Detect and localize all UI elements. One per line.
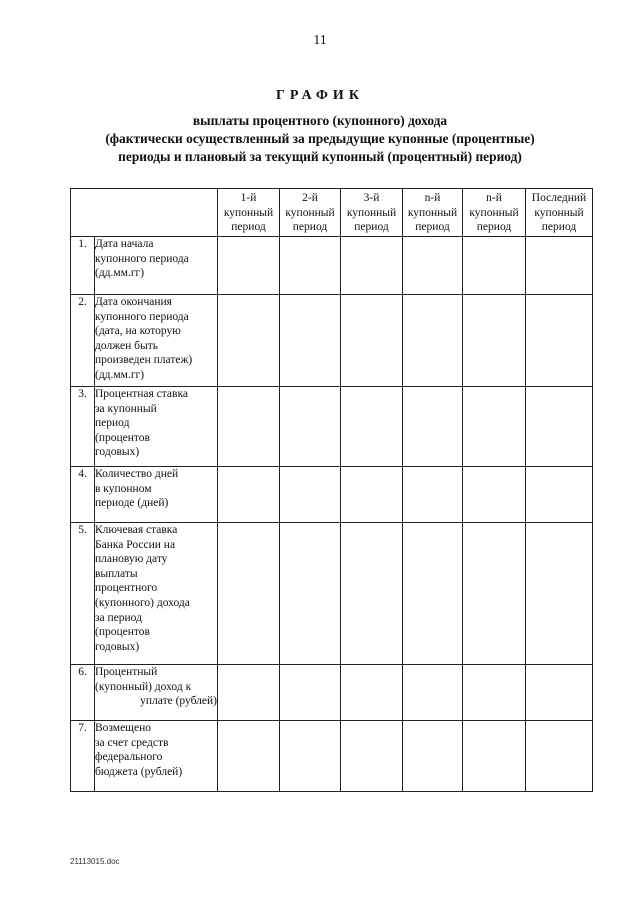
row-label-line: Процентный — [95, 666, 158, 678]
value-cell — [280, 467, 341, 523]
column-header-line: n-й — [424, 192, 441, 204]
coupon-schedule-table — [70, 188, 593, 792]
row-label-line: Банка России на — [95, 538, 176, 551]
value-cell — [463, 665, 526, 721]
subtitle-line: выплаты процентного (купонного) дохода — [192, 113, 448, 128]
row-label-line: годовых) — [95, 446, 140, 459]
column-header-2 — [280, 189, 341, 237]
row-label-line: Процентная ставка — [95, 388, 188, 400]
value-cell — [403, 467, 463, 523]
row-label-line: выплаты — [95, 567, 138, 580]
row-label-line: уплате (рублей) — [140, 695, 217, 708]
column-header-4 — [403, 189, 463, 237]
row-label-line: должен быть — [95, 339, 158, 352]
row-number: 5. — [71, 523, 95, 665]
table-row — [71, 237, 593, 295]
table-row — [71, 523, 593, 665]
value-cell — [280, 237, 341, 295]
row-label-line: (дата, на которую — [95, 325, 181, 338]
row-label-line: произведен платеж) — [95, 354, 193, 367]
value-cell — [218, 237, 280, 295]
row-label-line: купонного периода — [95, 310, 189, 323]
value-cell — [526, 665, 593, 721]
row-label-line: Дата начала — [95, 238, 154, 250]
row-label-line: за купонный — [95, 402, 157, 415]
row-label-line: бюджета (рублей) — [95, 765, 183, 778]
value-cell — [463, 295, 526, 387]
column-header-1 — [218, 189, 280, 237]
row-label-line: период — [95, 417, 130, 430]
value-cell — [403, 295, 463, 387]
value-cell — [526, 387, 593, 467]
value-cell — [218, 467, 280, 523]
value-cell — [526, 721, 593, 792]
column-header-line: 3-й — [363, 192, 380, 204]
subtitle-line: (фактически осуществленный за предыдущие купонные (процентные) — [105, 131, 535, 146]
value-cell — [218, 387, 280, 467]
column-header-line: Последний — [531, 192, 587, 204]
row-label-line: плановую дату — [95, 553, 168, 566]
row-number: 6. — [71, 665, 95, 721]
table-row — [71, 295, 593, 387]
row-number: 1. — [71, 237, 95, 295]
column-header-line: купонный — [534, 206, 584, 219]
row-number: 2. — [71, 295, 95, 387]
table-row — [71, 721, 593, 792]
row-label-line: за период — [95, 611, 142, 624]
value-cell — [280, 665, 341, 721]
row-label — [95, 721, 218, 792]
column-header-line: период — [415, 221, 450, 234]
row-label-line: (процентов — [95, 431, 150, 444]
column-header-line: 2-й — [302, 192, 318, 204]
column-header-line: период — [354, 221, 389, 234]
value-cell — [526, 523, 593, 665]
value-cell — [526, 295, 593, 387]
value-cell — [280, 721, 341, 792]
row-label-line: годовых) — [95, 640, 140, 653]
column-header-line: n-й — [486, 192, 502, 204]
subtitle-line: периоды и плановый за текущий купонный (процентный) период) — [118, 149, 522, 164]
row-label-line: процентного — [95, 582, 158, 595]
value-cell — [218, 721, 280, 792]
row-label-line: Ключевая ставка — [95, 524, 178, 536]
value-cell — [463, 721, 526, 792]
row-label-line: периоде (дней) — [95, 497, 169, 510]
row-label-line: (дд.мм.гг) — [95, 267, 145, 280]
row-number: 4. — [71, 467, 95, 523]
column-header-3 — [341, 189, 403, 237]
row-label-line: Дата окончания — [95, 296, 172, 308]
column-header-line: купонный — [285, 206, 335, 219]
column-header-line: купонный — [223, 206, 274, 219]
row-label-line: Возмещено — [95, 722, 152, 734]
table-row — [71, 467, 593, 523]
value-cell — [341, 387, 403, 467]
value-cell — [403, 237, 463, 295]
value-cell — [280, 295, 341, 387]
header-row — [71, 189, 593, 237]
column-header-line: купонный — [469, 206, 519, 219]
value-cell — [463, 523, 526, 665]
row-label — [95, 523, 218, 665]
row-label — [95, 387, 218, 467]
column-header-line: купонный — [346, 206, 397, 219]
value-cell — [526, 467, 593, 523]
value-cell — [463, 467, 526, 523]
value-cell — [463, 387, 526, 467]
row-label-line: купонного периода — [95, 252, 189, 265]
value-cell — [218, 523, 280, 665]
value-cell — [218, 295, 280, 387]
row-label-line: в купонном — [95, 482, 152, 495]
column-header-6 — [526, 189, 593, 237]
value-cell — [341, 467, 403, 523]
column-header-line: период — [476, 221, 512, 234]
document-title: ГРАФИК — [276, 88, 364, 103]
document-subtitle — [20, 112, 620, 166]
value-cell — [280, 523, 341, 665]
column-header-5 — [463, 189, 526, 237]
row-label-line: федерального — [95, 751, 163, 764]
row-label-line: (купонный) доход к — [95, 680, 192, 693]
header-empty-cell — [71, 189, 218, 237]
value-cell — [341, 523, 403, 665]
row-label-line: за счет средств — [95, 736, 169, 749]
table-row — [71, 665, 593, 721]
row-label-line: (купонного) дохода — [95, 596, 190, 609]
value-cell — [403, 665, 463, 721]
column-header-line: период — [231, 221, 266, 234]
row-label-line: (процентов — [95, 626, 150, 639]
value-cell — [341, 237, 403, 295]
row-label-line: Количество дней — [95, 468, 179, 480]
row-label — [95, 467, 218, 523]
value-cell — [341, 721, 403, 792]
table-row — [71, 387, 593, 467]
column-header-line: купонный — [407, 206, 458, 219]
footer-filename: 21113015.doc — [70, 857, 120, 866]
page-number: 11 — [313, 33, 327, 48]
value-cell — [341, 665, 403, 721]
value-cell — [341, 295, 403, 387]
value-cell — [463, 237, 526, 295]
column-header-line: 1-й — [240, 192, 257, 204]
value-cell — [403, 721, 463, 792]
column-header-line: период — [292, 221, 328, 234]
value-cell — [403, 523, 463, 665]
row-label — [95, 237, 218, 295]
value-cell — [526, 237, 593, 295]
value-cell — [403, 387, 463, 467]
row-label — [95, 665, 218, 721]
row-label-line: (дд.мм.гг) — [95, 368, 145, 381]
value-cell — [280, 387, 341, 467]
row-number: 3. — [71, 387, 95, 467]
row-number: 7. — [71, 721, 95, 792]
row-label — [95, 295, 218, 387]
value-cell — [218, 665, 280, 721]
column-header-line: период — [541, 221, 577, 234]
table-body — [71, 237, 593, 792]
